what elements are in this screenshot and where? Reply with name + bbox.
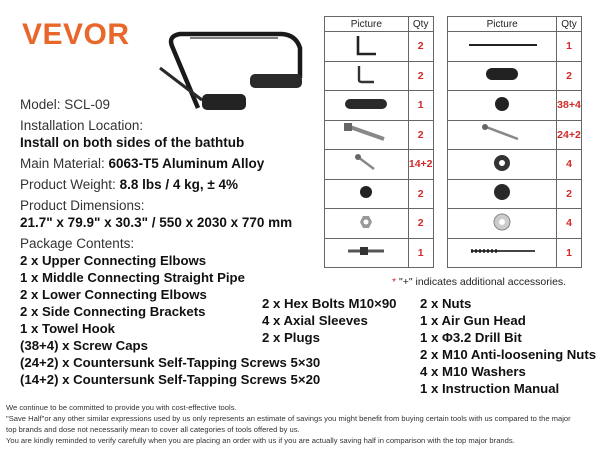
towel-hook-icon bbox=[325, 91, 409, 121]
long-screw-icon bbox=[448, 120, 557, 150]
short-hex-key-icon bbox=[325, 61, 409, 91]
qty-value: 1 bbox=[556, 238, 581, 268]
package-contents-label: Package Contents: bbox=[20, 236, 135, 251]
package-item: (38+4) x Screw Caps bbox=[20, 338, 148, 353]
product-weight bbox=[20, 177, 238, 192]
table-row bbox=[325, 32, 582, 62]
disclaimer-line: "Save Half"or any other similar expressions used by us only represents an estimate of savings you might benefit from buying certain tools with us compared to the major bbox=[6, 414, 571, 423]
screw-cap-icon bbox=[448, 91, 557, 121]
picture-header: Picture bbox=[325, 17, 409, 32]
qty-header: Qty bbox=[556, 17, 581, 32]
package-item: (24+2) x Countersunk Self-Tapping Screws 5×30 bbox=[20, 355, 321, 370]
product-dimensions-label: Product Dimensions: bbox=[20, 198, 145, 213]
table-row bbox=[325, 238, 582, 268]
qty-value: 2 bbox=[556, 179, 581, 209]
axial-sleeve-icon bbox=[448, 179, 557, 209]
table-row bbox=[325, 120, 582, 150]
drill-bit-icon bbox=[448, 238, 557, 268]
main-material-label: Main Material: bbox=[20, 156, 109, 171]
table-row bbox=[325, 209, 582, 239]
qty-value: 2 bbox=[408, 32, 433, 62]
plug-icon bbox=[325, 179, 409, 209]
package-item: 2 x Plugs bbox=[262, 330, 320, 345]
table-row bbox=[325, 150, 582, 180]
table-gap bbox=[433, 17, 448, 268]
product-image bbox=[150, 28, 315, 118]
qty-value: 2 bbox=[408, 179, 433, 209]
package-item: 1 x Towel Hook bbox=[20, 321, 116, 336]
note-star: * bbox=[392, 276, 397, 288]
installation-location-label: Installation Location: bbox=[20, 118, 144, 133]
package-item: 2 x M10 Anti-loosening Nuts bbox=[420, 347, 597, 362]
accessory-note bbox=[392, 276, 566, 288]
package-item: 2 x Hex Bolts M10×90 bbox=[262, 296, 397, 311]
qty-value: 2 bbox=[408, 120, 433, 150]
air-gun-head-icon bbox=[325, 238, 409, 268]
disclaimer-line: You are kindly reminded to verify carefully when you are placing an order with us if you are actually saving half in comparison with the top major brands. bbox=[6, 436, 515, 445]
qty-value: 4 bbox=[556, 150, 581, 180]
note-text: "+" indicates additional accessories. bbox=[396, 276, 567, 288]
product-weight-label: Product Weight: bbox=[20, 177, 120, 192]
package-item: 4 x M10 Washers bbox=[420, 364, 526, 379]
package-item: 2 x Side Connecting Brackets bbox=[20, 304, 206, 319]
package-item: 2 x Nuts bbox=[420, 296, 472, 311]
table-row bbox=[325, 179, 582, 209]
main-material bbox=[20, 156, 264, 171]
short-screw-icon bbox=[325, 150, 409, 180]
package-item: 2 x Upper Connecting Elbows bbox=[20, 253, 207, 268]
package-item: 4 x Axial Sleeves bbox=[262, 313, 368, 328]
qty-value: 1 bbox=[408, 238, 433, 268]
qty-value: 4 bbox=[556, 209, 581, 239]
qty-value: 38+4 bbox=[556, 91, 581, 121]
qty-value: 24+2 bbox=[556, 120, 581, 150]
picture-header: Picture bbox=[448, 17, 557, 32]
package-item: 1 x Middle Connecting Straight Pipe bbox=[20, 270, 245, 285]
disclaimer-line: top brands and dose not necessarily mean to cover all categories of tools offered by us. bbox=[6, 425, 300, 434]
parts-table bbox=[324, 16, 582, 268]
package-item: 2 x Lower Connecting Elbows bbox=[20, 287, 207, 302]
main-material-value: 6063-T5 Aluminum Alloy bbox=[108, 156, 265, 171]
long-hex-key-icon bbox=[325, 32, 409, 62]
qty-value: 2 bbox=[408, 209, 433, 239]
table-row bbox=[325, 61, 582, 91]
qty-header: Qty bbox=[408, 17, 433, 32]
installation-location-value: Install on both sides of the bathtub bbox=[20, 135, 245, 150]
qty-value: 1 bbox=[408, 91, 433, 121]
washer-icon bbox=[448, 150, 557, 180]
anti-loosening-nut-icon bbox=[448, 209, 557, 239]
disclaimer-line: We continue to be committed to provide you with cost-effective tools. bbox=[6, 403, 237, 412]
product-weight-value: 8.8 lbs / 4 kg, ± 4% bbox=[119, 177, 239, 192]
nut-icon bbox=[325, 209, 409, 239]
parts-table-header bbox=[325, 17, 582, 32]
package-item: 1 x Instruction Manual bbox=[420, 381, 560, 396]
hex-bolt-icon bbox=[325, 120, 409, 150]
qty-value: 14+2 bbox=[408, 150, 433, 180]
package-item: (14+2) x Countersunk Self-Tapping Screws 5×20 bbox=[20, 372, 321, 387]
table-row bbox=[325, 91, 582, 121]
package-item: 1 x Φ3.2 Drill Bit bbox=[420, 330, 522, 345]
straight-rod-icon bbox=[448, 32, 557, 62]
qty-value: 1 bbox=[556, 32, 581, 62]
package-item: 1 x Air Gun Head bbox=[420, 313, 526, 328]
qty-value: 2 bbox=[408, 61, 433, 91]
model-text: Model: SCL-09 bbox=[20, 97, 111, 112]
brand-logo: VEVOR bbox=[22, 18, 130, 51]
side-bracket-icon bbox=[448, 61, 557, 91]
qty-value: 2 bbox=[556, 61, 581, 91]
product-dimensions-value: 21.7" x 79.9" x 30.3" / 550 x 2030 x 770 mm bbox=[20, 215, 293, 230]
